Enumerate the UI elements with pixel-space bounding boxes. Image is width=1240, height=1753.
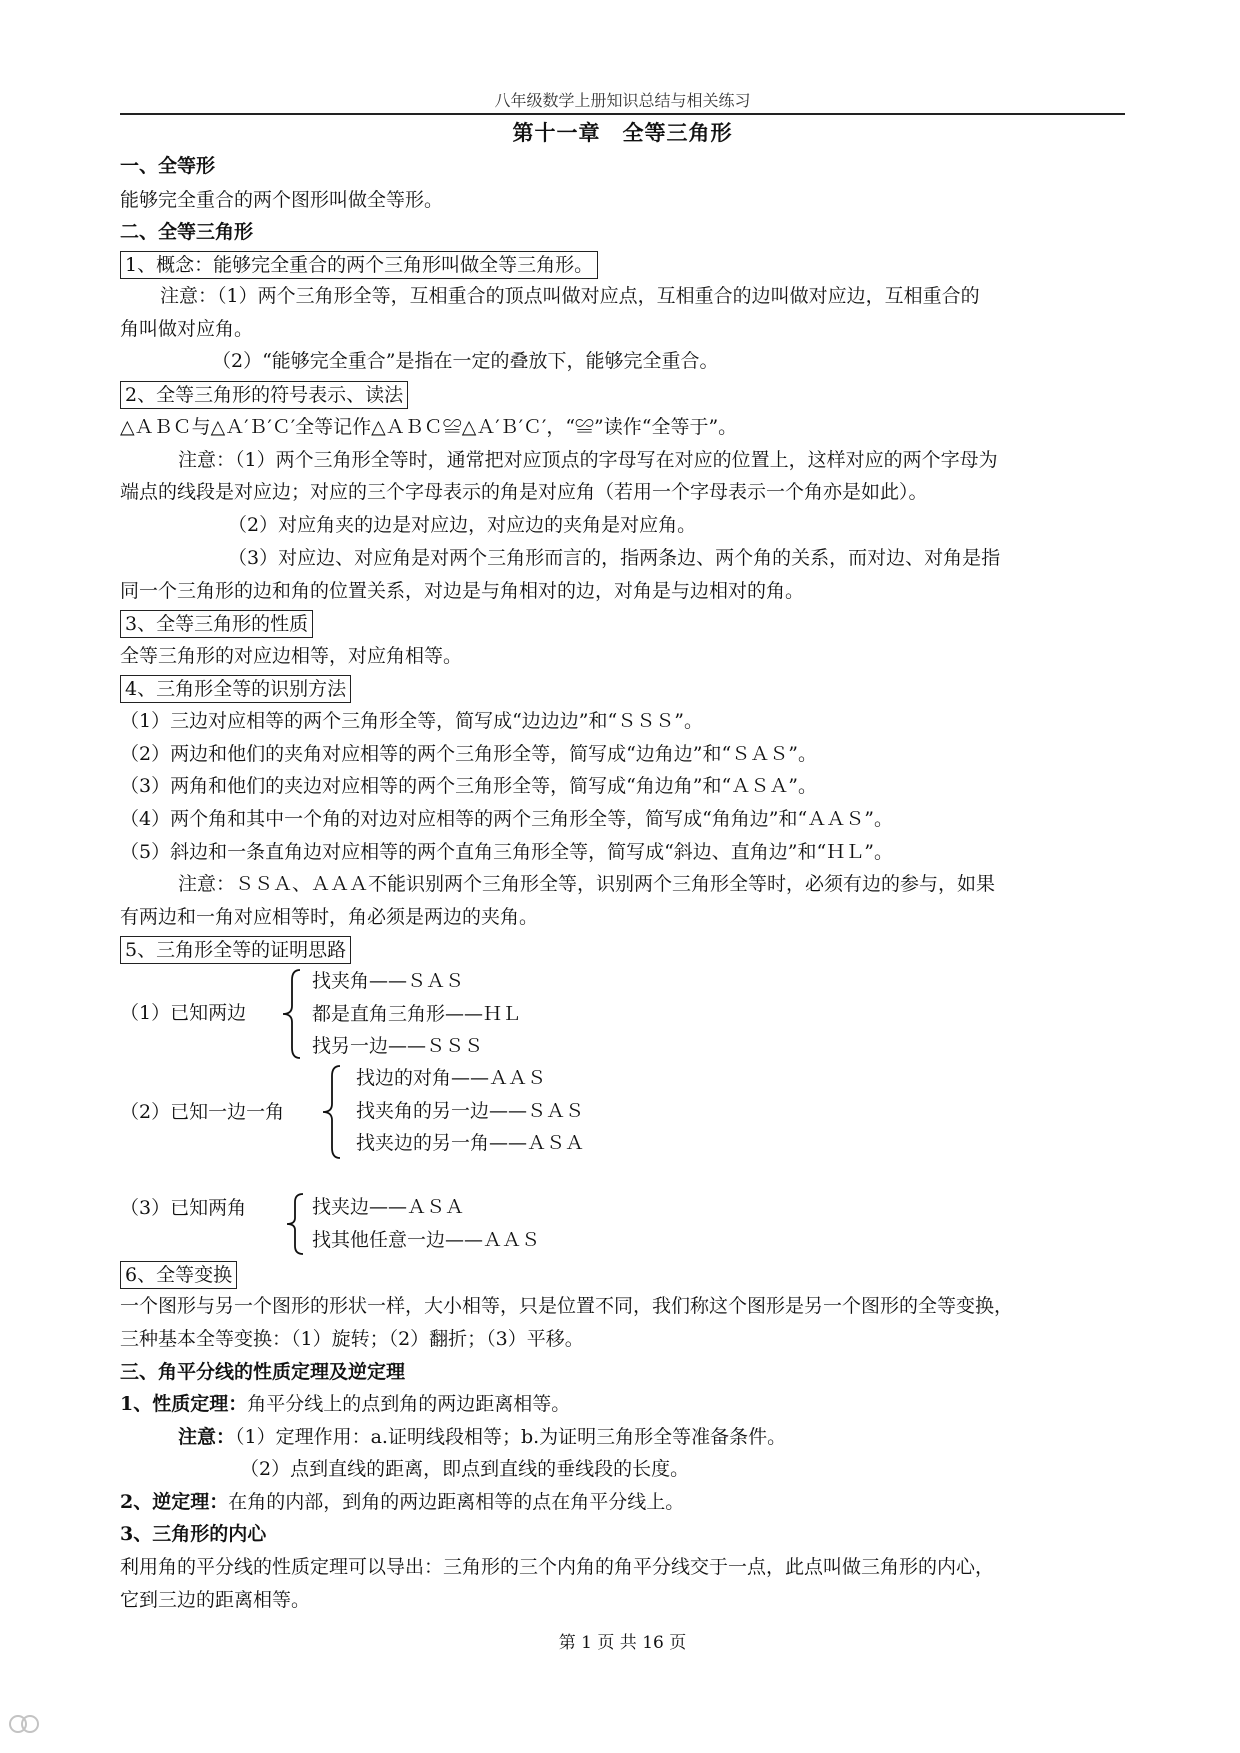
corner-logo-icon: [8, 1712, 42, 1740]
notation-note3a: （3）对应边、对应角是对两个三角形而言的，指两条边、两个角的关系，而对边、对角是指: [228, 547, 1001, 569]
section2-heading: 二、全等三角形: [120, 221, 254, 243]
notation-note3b: 同一个三角形的边和角的位置关系，对边是与角相对的边，对角是与边相对的角。: [120, 580, 805, 602]
criteria-item: （2）两边和他们的夹角对应相等的两个三角形全等，简写成“边角边”和“ＳＡＳ”。: [120, 743, 817, 765]
left-brace-icon: [284, 1192, 306, 1256]
concept-box: 1、概念：能够完全重合的两个三角形叫做全等三角形。: [120, 251, 598, 279]
proof-group1-item: 都是直角三角形——ＨＬ: [312, 1003, 522, 1025]
criteria-item: （5）斜边和一条直角边对应相等的两个直角三角形全等，简写成“斜边、直角边”和“ＨＬ”。: [120, 841, 893, 863]
concept-note1b: 角叫做对应角。: [120, 318, 254, 340]
left-brace-icon: [280, 968, 304, 1060]
proof-group3-item: 找其他任意一边——ＡＡＳ: [312, 1229, 541, 1251]
criteria-box: 4、三角形全等的识别方法: [120, 675, 351, 703]
concept-note1a: 注意：（1）两个三角形全等，互相重合的顶点叫做对应点，互相重合的边叫做对应边，互相重合的: [160, 285, 980, 307]
notation-line: △ＡＢＣ与△Ａ′Ｂ′Ｃ′全等记作△ＡＢＣ≌△Ａ′Ｂ′Ｃ′，“≌”读作“全等于”。: [120, 416, 738, 438]
converse-text: 在角的内部，到角的两边距离相等的点在角平分线上。: [228, 1491, 685, 1513]
transform-line2: 三种基本全等变换：（1）旋转；（2）翻折；（3）平移。: [120, 1328, 584, 1350]
running-header: 八年级数学上册知识总结与相关练习: [494, 91, 751, 110]
header-rule: [120, 113, 1125, 115]
left-brace-icon: [320, 1064, 344, 1160]
notation-note1b: 端点的线段是对应边；对应的三个字母表示的角是对应角（若用一个字母表示一个角亦是如此）。: [120, 481, 928, 503]
proof-group1-item: 找另一边——ＳＳＳ: [312, 1035, 484, 1057]
theorem-line: [120, 1391, 570, 1417]
theorem-note2: （2）点到直线的距离，即点到直线的垂线段的长度。: [240, 1458, 690, 1480]
criteria-note-a: 注意：ＳＳＡ、ＡＡＡ不能识别两个三角形全等，识别两个三角形全等时，必须有边的参与，如果: [178, 873, 996, 895]
proof-group2-item: 找边的对角——ＡＡＳ: [356, 1067, 547, 1089]
theorem-text: 角平分线上的点到角的两边距离相等。: [247, 1393, 571, 1415]
transform-box: 6、全等变换: [120, 1261, 237, 1289]
page-number: 第 1 页 共 16 页: [558, 1633, 687, 1653]
notation-note2: （2）对应角夹的边是对应边，对应边的夹角是对应角。: [228, 514, 697, 536]
chapter-title: 第十一章 全等三角形: [512, 120, 733, 145]
criteria-item: （1）三边对应相等的两个三角形全等，简写成“边边边”和“ＳＳＳ”。: [120, 710, 703, 732]
proof-group2-label: （2）已知一边一角: [120, 1101, 285, 1123]
criteria-item: （4）两个角和其中一个角的对边对应相等的两个三角形全等，简写成“角角边”和“ＡＡＳ”。: [120, 808, 893, 830]
incenter-heading: 3、三角形的内心: [120, 1523, 267, 1545]
theorem-note-line: [178, 1424, 786, 1450]
section3-heading: 三、角平分线的性质定理及逆定理: [120, 1361, 406, 1383]
proof-group2-item: 找夹边的另一角——ＡＳＡ: [356, 1132, 585, 1154]
transform-line1: 一个图形与另一个图形的形状一样，大小相等，只是位置不同，我们称这个图形是另一个图形的全等变换，: [120, 1295, 1014, 1317]
property-text: 全等三角形的对应边相等，对应角相等。: [120, 645, 463, 667]
theorem-note-label: 注意：: [178, 1426, 236, 1448]
criteria-note-b: 有两边和一角对应相等时，角必须是两边的夹角。: [120, 906, 539, 928]
incenter-line2: 它到三边的距离相等。: [120, 1589, 311, 1611]
proof-group3-item: 找夹边——ＡＳＡ: [312, 1196, 465, 1218]
proof-group2-item: 找夹角的另一边——ＳＡＳ: [356, 1100, 585, 1122]
notation-note1a: 注意：（1）两个三角形全等时，通常把对应顶点的字母写在对应的位置上，这样对应的两个字母为: [178, 449, 998, 471]
proof-group1-label: （1）已知两边: [120, 1002, 247, 1024]
incenter-line1: 利用角的平分线的性质定理可以导出：三角形的三个内角的角平分线交于一点，此点叫做三角形的内心，: [120, 1556, 995, 1578]
theorem-label: 1、性质定理：: [120, 1393, 248, 1415]
proof-group3-label: （3）已知两角: [120, 1197, 247, 1219]
proof-group1-item: 找夹角——ＳＡＳ: [312, 970, 465, 992]
converse-line: [120, 1489, 684, 1515]
theorem-note1: （1）定理作用：a.证明线段相等；b.为证明三角形全等准备条件。: [235, 1426, 787, 1448]
criteria-item: （3）两角和他们的夹边对应相等的两个三角形全等，简写成“角边角”和“ＡＳＡ”。: [120, 775, 817, 797]
section1-text: 能够完全重合的两个图形叫做全等形。: [120, 189, 444, 211]
proof-ideas-box: 5、三角形全等的证明思路: [120, 936, 351, 964]
converse-label: 2、逆定理：: [120, 1491, 229, 1513]
section1-heading: 一、全等形: [120, 155, 216, 177]
concept-note2: （2）“能够完全重合”是指在一定的叠放下，能够完全重合。: [212, 350, 719, 372]
notation-box: 2、全等三角形的符号表示、读法: [120, 381, 408, 409]
property-box: 3、全等三角形的性质: [120, 610, 313, 638]
